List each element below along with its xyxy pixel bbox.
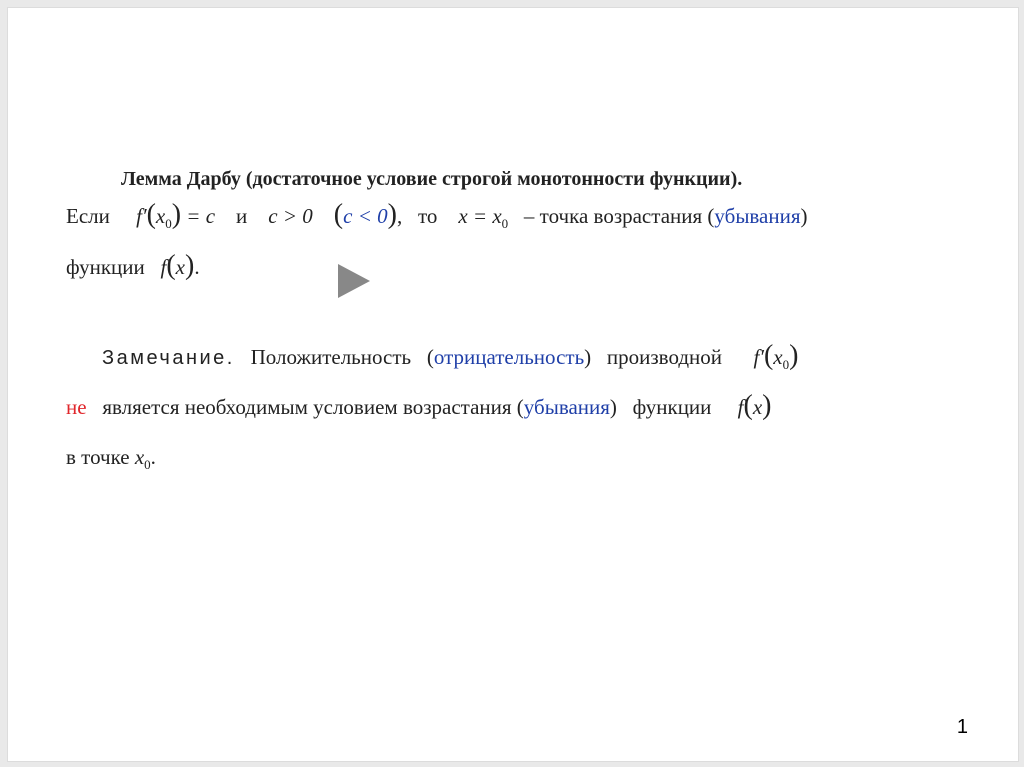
remark-line-2: не является необходимым условием возрастания (убывания) функции f(x) <box>66 390 772 421</box>
x-eq-x0: x = x <box>458 204 502 228</box>
remark-line-3: в точке $x_0$. <box>66 445 156 472</box>
lemma-statement-line: Если $f'(x_0) = c$ и c > 0 (c < 0), то $x = x_0$ – точка возрастания (убывания) <box>66 199 808 231</box>
play-triangle-icon[interactable] <box>338 264 370 298</box>
decreasing-word-2: убывания <box>523 395 610 419</box>
at-point-text: в точке <box>66 445 130 469</box>
slide <box>7 7 1019 762</box>
if-word: Если <box>66 204 110 228</box>
decreasing-word: убывания <box>714 204 801 228</box>
not-necessary-text: является необходимым условием возрастания <box>102 395 512 419</box>
eq-c: = c <box>181 204 216 228</box>
derivative-word: производной <box>606 345 723 369</box>
f-prime-symbol: f′ <box>136 204 147 228</box>
negativity-word: отрицательность <box>433 345 585 369</box>
c-gt-0: c > 0 <box>268 204 313 228</box>
lemma-function-line: функции f(x). <box>66 250 200 281</box>
positivity-word: Положительность <box>250 345 412 369</box>
increasing-point-text: – точка возрастания <box>523 204 703 228</box>
lemma-title: Лемма Дарбу (достаточное условие строгой монотонности функции). <box>121 168 743 190</box>
c-lt-0: c < 0 <box>343 204 388 228</box>
and-word: и <box>236 204 248 228</box>
function-word: функции <box>66 255 145 279</box>
function-word-2: функции <box>632 395 712 419</box>
not-word: не <box>66 395 87 419</box>
remark-label: Замечание. <box>102 347 235 369</box>
remark-line-1: Замечание. Положительность (отрицательность) производной $f'(x_0)$ <box>102 340 799 372</box>
page-number: 1 <box>956 716 968 738</box>
then-word: то <box>417 204 438 228</box>
